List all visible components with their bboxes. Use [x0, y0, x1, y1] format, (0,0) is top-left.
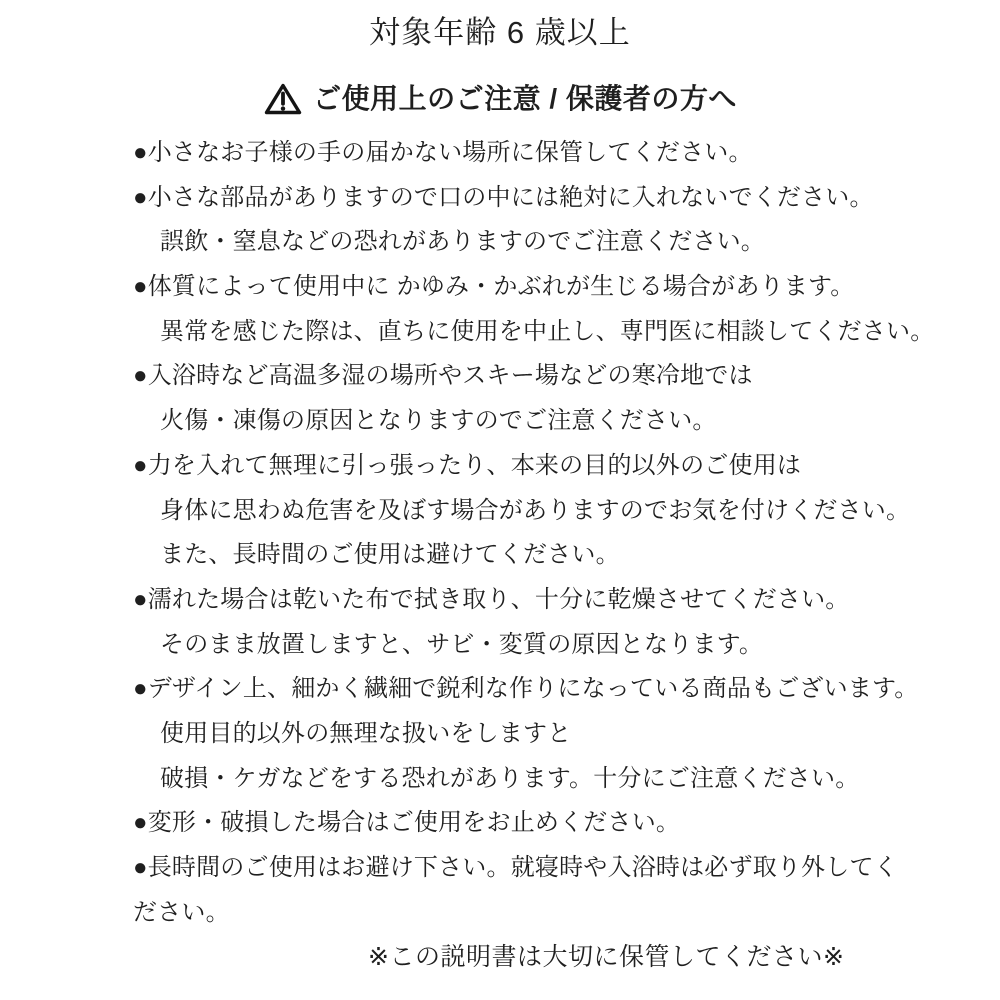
- notice-line-continuation: 誤飲・窒息などの恐れがありますのでご注意ください。: [160, 228, 765, 256]
- notice-list: [133, 131, 960, 935]
- notice-line-continuation: また、長時間のご使用は避けてください。: [160, 541, 620, 569]
- notice-line-continuation: 火傷・凍傷の原因となりますのでご注意ください。: [160, 407, 717, 435]
- age-notice: 対象年齢 6 歳以上: [369, 15, 631, 50]
- notice-line: ●小さなお子様の手の届かない場所に保管してください。: [133, 139, 753, 166]
- notice-line-continuation: 使用目的以外の無理な扱いをしますと: [160, 719, 572, 747]
- notice-line: ●体質によって使用中に かゆみ・かぶれが生じる場合があります。: [133, 273, 855, 301]
- notice-line-continuation: ださい。: [133, 898, 230, 926]
- notice-line: ●デザイン上、細かく繊細で鋭利な作りになっている商品もございます。: [133, 675, 919, 703]
- notice-line-continuation: 身体に思わぬ危害を及ぼす場合がありますのでお気を付けください。: [160, 496, 911, 524]
- notice-line: ●小さな部品がありますので口の中には絶対に入れないでください。: [133, 183, 874, 211]
- notice-line: ●濡れた場合は乾いた布で拭き取り、十分に乾燥させてください。: [133, 585, 850, 613]
- notice-line-continuation: 破損・ケガなどをする恐れがあります。十分にご注意ください。: [160, 764, 860, 792]
- notice-line: ●長時間のご使用はお避け下さい。就寝時や入浴時は必ず取り外してく: [133, 854, 898, 881]
- warning-triangle-icon: [263, 81, 303, 117]
- keep-instructions-note: ※この説明書は大切に保管してください※: [368, 943, 845, 972]
- warning-header-title: ご使用上のご注意 / 保護者の方へ: [313, 83, 737, 114]
- notice-line-continuation: 異常を感じた際は、直ちに使用を中止し、専門医に相談してください。: [160, 317, 935, 345]
- notice-line: ●入浴時など高温多湿の場所やスキー場などの寒冷地では: [133, 362, 753, 390]
- notice-line-continuation: そのまま放置しますと、サビ・変質の原因となります。: [160, 630, 764, 658]
- notice-line: ●力を入れて無理に引っ張ったり、本来の目的以外のご使用は: [133, 451, 802, 479]
- notice-line: ●変形・破損した場合はご使用をお止めください。: [133, 809, 681, 837]
- warning-header: [0, 81, 1000, 117]
